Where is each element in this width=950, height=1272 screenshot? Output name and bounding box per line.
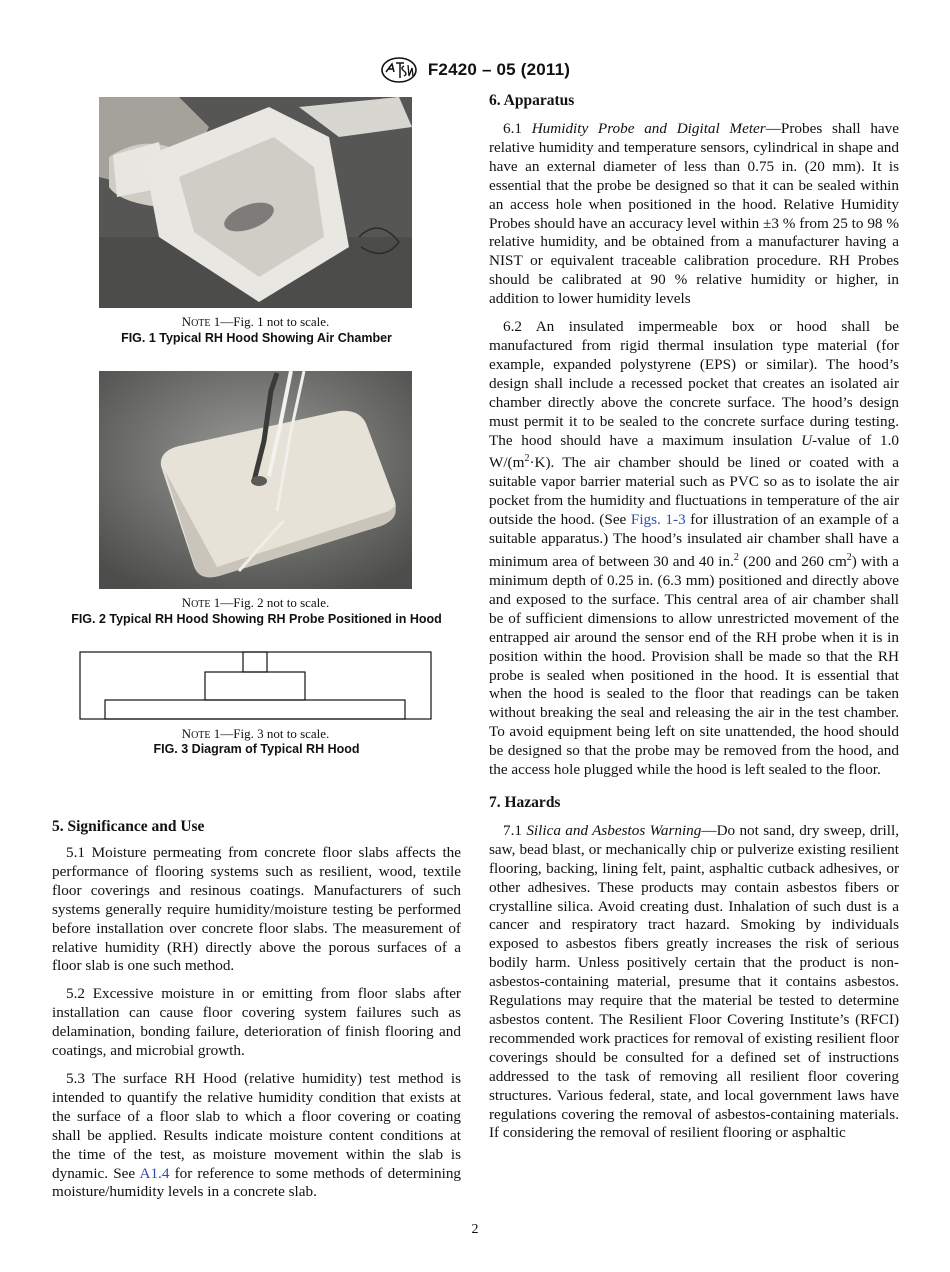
figure-3-caption: FIG. 3 Diagram of Typical RH Hood	[153, 742, 360, 756]
page-number: 2	[471, 1222, 479, 1237]
paragraph-5-2: 5.2 Excessive moisture in or emitting from floor slabs after installation can cause floor covering system failures such as delamination, bonding failure, deterioration of finish flooring and coatings, and microbial growth.	[52, 985, 461, 1060]
link-a1-4[interactable]: A1.4	[139, 1164, 170, 1182]
figure-3-note: NOTE 1—Fig. 3 not to scale.	[181, 726, 330, 741]
paragraph-7-1: 7.1 Silica and Asbestos Warning—Do not sand, dry sweep, drill, saw, bead blast, or mechanically chip or pulverize existing resilient flooring, backing, lining felt, paint, asphaltic cutback adhesives, or other adhesives. These products may contain asbestos fibers or crystalline silica. Avoid creating dust. Inhalation of such dust is a cancer and respiratory tract hazard. Smoking by individuals exposed to asbestos fibers greatly increases the risk of serious bodily harm. Unless positively certain that the product is non-asbestos-containing material, presume that it contains asbestos. Regulations may require that the material be tested to determine asbestos content. The Resilient Floor Covering Institute’s (RFCI) recommended work practices for removal of existing resilient floor coverings should be consulted for a defined set of instructions addressed to the task of removing all resilient floor covering structures. Various federal, state, and local government laws have regulations covering the removal of asbestos-containing materials. If considering the removal of resilient flooring or asphaltic	[489, 821, 899, 1142]
document-id: F2420 – 05 (2011)	[427, 60, 571, 79]
figure-1-photo	[99, 97, 412, 308]
figure-1-caption: FIG. 1 Typical RH Hood Showing Air Chamber	[121, 331, 392, 345]
section-6-heading: 6. Apparatus	[489, 92, 575, 109]
paragraph-6-1: 6.1 Humidity Probe and Digital Meter—Probes shall have relative humidity and temperature sensors, cylindrical in shape and have an external diameter of less than 0.75 in. (20 mm). It is essential that the probe be designed so that it can be sealed within an access hole when positioned in the hood. Relative Humidity Probes should have an accuracy level within ±3 % from 25 to 98 % relative humidity, and be obtained from a manufacturer having a NIST or equivalent traceable calibration procedure. RH Probes should be calibrated at 90 % relative humidity or higher, in addition to lower humidity levels	[489, 120, 900, 308]
figure-2-note: NOTE 1—Fig. 2 not to scale.	[181, 595, 330, 610]
paragraph-5-1: 5.1 Moisture permeating from concrete floor slabs affects the performance of flooring systems such as resilient, wood, textile floor coverings and resinous coatings. Manufacturers of such systems generally require humidity/moisture testing be performed before installation over concrete floor slabs. The measurement of relative humidity (RH) directly above the porous surfaces of a floor slab is one such method.	[52, 844, 461, 975]
paragraph-5-3: 5.3 The surface RH Hood (relative humidity) test method is intended to quantify the relative humidity condition that exists at the surface of a floor slab to which a floor covering or coating shall be applied. Results indicate moisture content conditions at the time of the test, as moisture movement within the slab is dynamic. See A1.4 for reference to some methods of determining moisture/humidity levels in a concrete slab.	[52, 1069, 462, 1201]
figure-2-photo	[99, 371, 412, 589]
figure-3-diagram	[79, 651, 432, 721]
figure-1-note: NOTE 1—Fig. 1 not to scale.	[181, 314, 330, 329]
section-7-heading: 7. Hazards	[489, 793, 561, 811]
page-header	[0, 56, 950, 84]
right-column	[489, 92, 899, 1143]
section-5-heading: 5. Significance and Use	[52, 818, 205, 835]
link-figs-1-3[interactable]: Figs. 1-3	[630, 511, 686, 529]
paragraph-6-2: 6.2 An insulated impermeable box or hood shall be manufactured from rigid thermal insulation type material (for example, expanded polystyrene (EPS) or similar). The hood’s design shall include a recessed pocket that creates an isolated air chamber directly above the concrete surface. The hood’s design must permit it to be sealed to the concrete surface during testing. The hood should have a maximum insulation U-value of 1.0 $W/(m^2\cdot K)$. The air chamber should be lined or coated with a suitable vapor barrier material such as PVC so as to isolate the air pocket from the humidity and fluctuations in temperature of the air outside the hood. (See Figs. 1-3 for illustration of an example of a suitable apparatus.) The hood’s insulated air chamber shall have a minimum area of between 30 and 40 in.$^2$ (200 and 260 $cm^2$) with a minimum depth of 0.25 in. (6.3 mm) positioned and directly above and exposed to the surface. This central area of air chamber shall be of sufficient dimensions to allow unrestricted movement of the entrapped air around the sensor end of the RH probe when it is in position within the hood. Provision shall be made so that the RH probe is sealed when positioned in the hood. It is essential that when the hood is sealed to the floor that readings can be taken without breaking the seal and releasing the air in the test chamber. To avoid equipment being left on site unattended, the hood should be designed so that the probe may be removed from the hood, and the access hole plugged while the hood is left sealed to the floor.	[489, 318, 900, 779]
astm-logo-icon	[380, 56, 418, 84]
figure-2-caption: FIG. 2 Typical RH Hood Showing RH Probe Positioned in Hood	[71, 612, 442, 626]
section-5	[52, 818, 461, 1202]
